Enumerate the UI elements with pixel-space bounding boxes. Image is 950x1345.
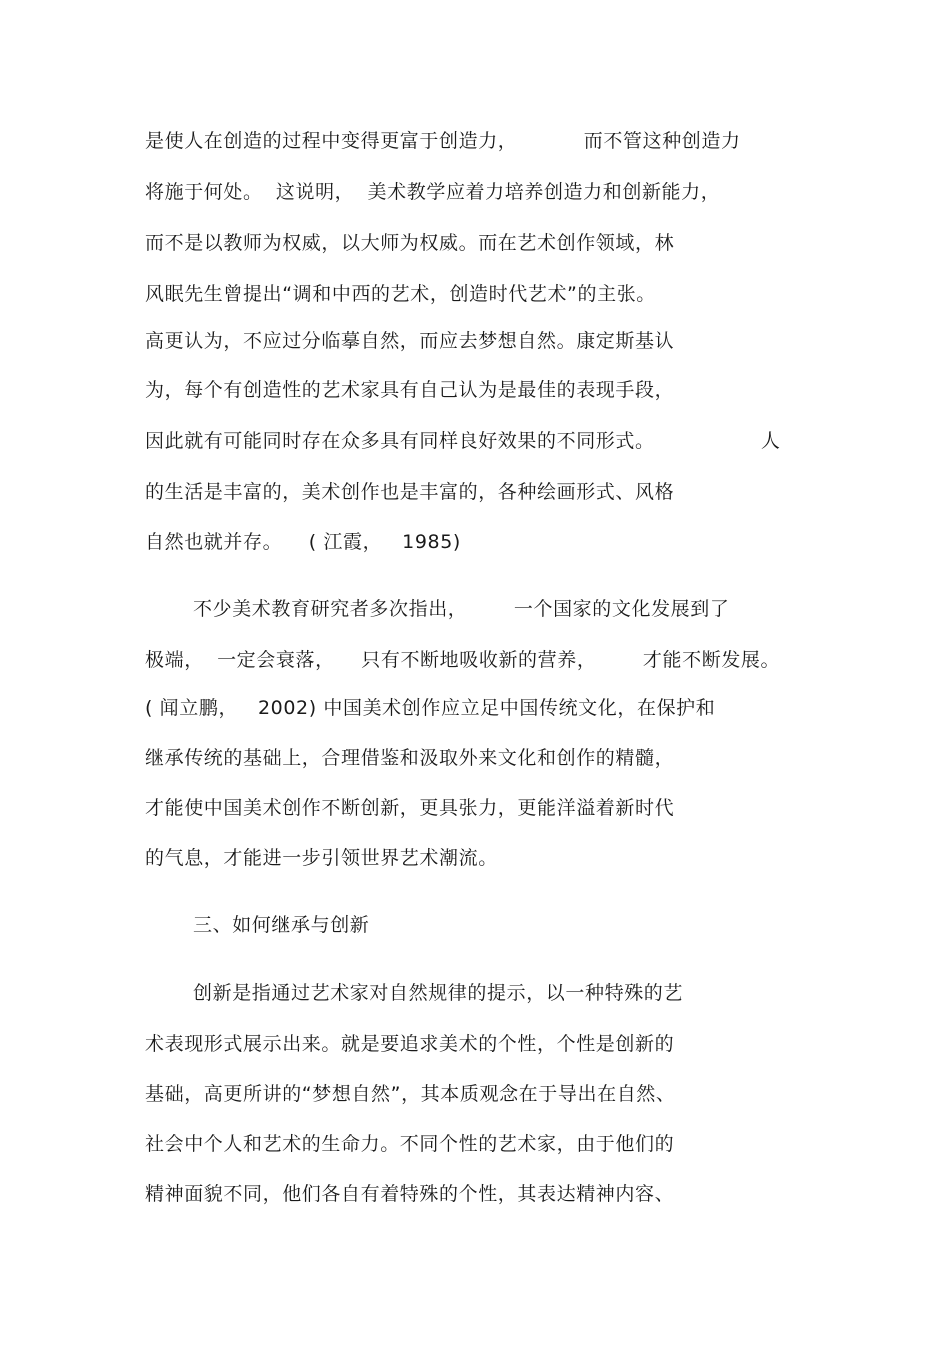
text-line: 的气息，才能进一步引领世界艺术潮流。 <box>145 847 498 869</box>
text-line: 创新是指通过艺术家对自然规律的提示，以一种特殊的艺 <box>193 982 684 1004</box>
text-line: 继承传统的基础上，合理借鉴和汲取外来文化和创作的精髓， <box>145 747 675 769</box>
text-line: 社会中个人和艺术的生命力。不同个性的艺术家，由于他们的 <box>145 1133 675 1155</box>
text-line: 的生活是丰富的，美术创作也是丰富的，各种绘画形式、风格 <box>145 481 675 503</box>
text-line: 基础，高更所讲的“梦想自然”，其本质观念在于导出在自然、 <box>145 1083 676 1105</box>
text-line: 精神面貌不同，他们各自有着特殊的个性，其表达精神内容、 <box>145 1183 675 1205</box>
text-line: ( 闻立鹏， 2002) 中国美术创作应立足中国传统文化，在保护和 <box>145 697 716 719</box>
text-line: 不少美术教育研究者多次指出， 一个国家的文化发展到了 <box>193 598 730 620</box>
text-line: 自然也就并存。 ( 江霞， 1985) <box>145 531 461 553</box>
text-line: 因此就有可能同时存在众多具有同样良好效果的不同形式。 人 <box>145 430 781 452</box>
text-line: 高更认为，不应过分临摹自然，而应去梦想自然。康定斯基认 <box>145 330 675 352</box>
text-line: 极端， 一定会衰落， 只有不断地吸收新的营养， 才能不断发展。 <box>145 649 781 671</box>
section-heading: 三、如何继承与创新 <box>193 914 370 936</box>
text-line: 术表现形式展示出来。就是要追求美术的个性，个性是创新的 <box>145 1033 675 1055</box>
text-line: 是使人在创造的过程中变得更富于创造力， 而不管这种创造力 <box>145 130 741 152</box>
text-line: 才能使中国美术创作不断创新，更具张力，更能洋溢着新时代 <box>145 797 675 819</box>
text-line: 为，每个有创造性的艺术家具有自己认为是最佳的表现手段， <box>145 379 675 401</box>
text-line: 将施于何处。 这说明， 美术教学应着力培养创造力和创新能力， <box>145 181 721 203</box>
text-line: 而不是以教师为权威，以大师为权威。而在艺术创作领域，林 <box>145 232 675 254</box>
text-line: 风眠先生曾提出“调和中西的艺术，创造时代艺术”的主张。 <box>145 283 656 305</box>
